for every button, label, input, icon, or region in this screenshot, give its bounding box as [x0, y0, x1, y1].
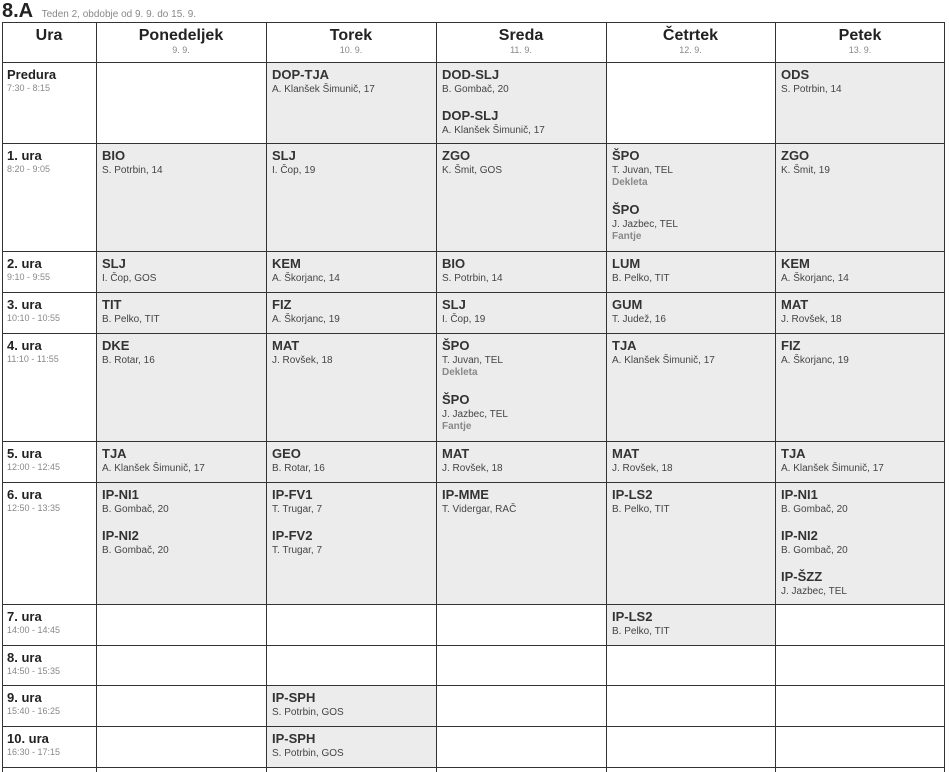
lesson-group: Fantje	[442, 421, 472, 432]
period-label	[2, 333, 96, 441]
lesson-subject: KEM	[781, 256, 810, 271]
lesson-teacher: A. Klanšek Šimunič, 17	[272, 84, 375, 95]
lesson-cell[interactable]	[266, 62, 436, 143]
lesson-subject: IP-SPH	[272, 731, 316, 746]
lesson-subject: ODS	[781, 67, 810, 82]
lesson-subject: SLJ	[272, 148, 296, 163]
lesson-cell[interactable]	[436, 62, 606, 103]
lesson-subject: IP-FV2	[272, 528, 313, 543]
week-subtitle: Teden 2, obdobje od 9. 9. do 15. 9.	[41, 9, 197, 20]
period-time: 8:20 - 9:05	[7, 164, 51, 174]
lesson-cell[interactable]	[775, 333, 945, 441]
lesson-cell[interactable]	[606, 251, 775, 292]
timetable-header	[2, 0, 196, 22]
lesson-cell[interactable]	[266, 292, 436, 333]
lesson-subject: ZGO	[442, 148, 471, 163]
period-label	[2, 62, 96, 143]
grid-vline-3	[436, 22, 437, 772]
day-date: 13. 9.	[848, 45, 872, 55]
lesson-cell[interactable]	[606, 441, 775, 482]
lesson-teacher: I. Čop, GOS	[102, 273, 157, 284]
lesson-teacher: A. Klanšek Šimunič, 17	[612, 355, 715, 366]
lesson-subject: IP-NI2	[102, 528, 139, 543]
lesson-cell[interactable]	[775, 564, 945, 604]
lesson-cell[interactable]	[266, 143, 436, 251]
period-label	[2, 292, 96, 333]
lesson-teacher: S. Potrbin, 14	[102, 165, 163, 176]
day-name: Četrtek	[662, 27, 719, 44]
lesson-subject: TJA	[781, 446, 806, 461]
lesson-teacher: K. Šmit, 19	[781, 165, 830, 176]
day-name: Torek	[329, 27, 373, 44]
lesson-teacher: A. Klanšek Šimunič, 17	[781, 463, 884, 474]
lesson-teacher: B. Gombač, 20	[102, 504, 169, 515]
lesson-teacher: A. Škorjanc, 19	[781, 355, 849, 366]
grid-vline-6	[944, 22, 945, 772]
lesson-cell[interactable]	[775, 62, 945, 143]
period-name: 5. ura	[7, 446, 42, 461]
period-time: 12:00 - 12:45	[7, 462, 61, 472]
lesson-teacher: B. Rotar, 16	[102, 355, 155, 366]
day-date: 9. 9.	[172, 45, 190, 55]
grid-vline-0	[2, 22, 3, 772]
ura-column-header	[2, 22, 96, 62]
lesson-cell[interactable]	[606, 292, 775, 333]
day-name: Petek	[838, 27, 882, 44]
lesson-cell[interactable]	[775, 251, 945, 292]
lesson-cell[interactable]	[266, 441, 436, 482]
lesson-subject: IP-ŠZZ	[781, 569, 823, 584]
lesson-teacher: A. Škorjanc, 14	[781, 273, 849, 284]
lesson-teacher: A. Škorjanc, 19	[272, 314, 340, 325]
lesson-cell[interactable]	[606, 197, 775, 251]
lesson-cell[interactable]	[266, 482, 436, 523]
lesson-teacher: B. Gombač, 20	[781, 545, 848, 556]
lesson-cell[interactable]	[436, 333, 606, 387]
lesson-teacher: T. Vidergar, RAČ	[442, 504, 517, 515]
lesson-cell[interactable]	[266, 333, 436, 441]
day-header-2	[266, 22, 436, 62]
period-label	[2, 251, 96, 292]
lesson-subject: BIO	[442, 256, 466, 271]
day-date: 11. 9.	[510, 45, 532, 55]
period-time: 9:10 - 9:55	[7, 272, 51, 282]
lesson-cell[interactable]	[436, 441, 606, 482]
lesson-subject: ŠPO	[612, 202, 640, 217]
period-name: Predura	[7, 67, 57, 82]
lesson-cell[interactable]	[775, 482, 945, 523]
period-label	[2, 645, 96, 685]
lesson-subject: DOD-SLJ	[442, 67, 500, 82]
lesson-cell[interactable]	[436, 292, 606, 333]
lesson-subject: LUM	[612, 256, 641, 271]
lesson-teacher: T. Judež, 16	[612, 314, 666, 325]
day-date: 12. 9.	[679, 45, 702, 55]
grid-vline-4	[606, 22, 607, 772]
lesson-cell[interactable]	[436, 251, 606, 292]
period-time: 14:50 - 15:35	[7, 666, 61, 676]
day-header-4	[606, 22, 775, 62]
grid-hline-10	[2, 726, 945, 727]
lesson-teacher: J. Jazbec, TEL	[781, 586, 847, 597]
lesson-cell[interactable]	[606, 143, 775, 197]
day-header-5	[775, 22, 945, 62]
lesson-teacher: J. Rovšek, 18	[612, 463, 673, 474]
grid-hline-4	[2, 333, 945, 334]
period-name: 6. ura	[7, 487, 42, 502]
period-label	[2, 726, 96, 767]
day-name: Sreda	[498, 27, 544, 44]
lesson-teacher: S. Potrbin, 14	[442, 273, 503, 284]
lesson-subject: IP-NI1	[781, 487, 818, 502]
lesson-teacher: J. Rovšek, 18	[272, 355, 333, 366]
lesson-subject: TJA	[102, 446, 127, 461]
grid-hline-1	[2, 143, 945, 144]
period-time: 16:30 - 17:15	[7, 747, 61, 757]
lesson-teacher: T. Trugar, 7	[272, 504, 323, 515]
lesson-teacher: B. Pelko, TIT	[612, 273, 670, 284]
period-name: 8. ura	[7, 650, 42, 665]
lesson-teacher: B. Pelko, TIT	[612, 626, 670, 637]
lesson-subject: IP-LS2	[612, 609, 653, 624]
period-label	[2, 604, 96, 645]
lesson-subject: GUM	[612, 297, 643, 312]
lesson-subject: FIZ	[272, 297, 292, 312]
lesson-teacher: B. Rotar, 16	[272, 463, 325, 474]
day-name: Ponedeljek	[138, 27, 224, 44]
lesson-subject: MAT	[612, 446, 640, 461]
lesson-subject: IP-NI1	[102, 487, 139, 502]
lesson-teacher: B. Pelko, TIT	[102, 314, 160, 325]
lesson-cell[interactable]	[775, 441, 945, 482]
lesson-cell[interactable]	[96, 441, 266, 482]
grid-hline-9	[2, 685, 945, 686]
lesson-teacher: B. Gombač, 20	[102, 545, 169, 556]
grid-vline-2	[266, 22, 267, 772]
grid-hline-top	[2, 22, 945, 23]
lesson-subject: FIZ	[781, 338, 801, 353]
period-name: 2. ura	[7, 256, 42, 271]
period-name: 3. ura	[7, 297, 42, 312]
period-label	[2, 482, 96, 604]
period-time: 7:30 - 8:15	[7, 83, 51, 93]
lesson-teacher: J. Jazbec, TEL	[442, 409, 508, 420]
lesson-teacher: B. Gombač, 20	[442, 84, 509, 95]
period-label	[2, 685, 96, 726]
period-name: 7. ura	[7, 609, 42, 624]
lesson-group: Dekleta	[442, 367, 478, 378]
lesson-cell[interactable]	[96, 333, 266, 441]
grid-hline-8	[2, 645, 945, 646]
lesson-cell[interactable]	[96, 251, 266, 292]
lesson-teacher: J. Rovšek, 18	[442, 463, 503, 474]
lesson-subject: ZGO	[781, 148, 810, 163]
lesson-cell[interactable]	[266, 726, 436, 767]
lesson-teacher: A. Klanšek Šimunič, 17	[102, 463, 205, 474]
lesson-subject: IP-FV1	[272, 487, 313, 502]
day-header-1	[96, 22, 266, 62]
lesson-group: Dekleta	[612, 177, 648, 188]
lesson-cell[interactable]	[775, 523, 945, 564]
period-time: 14:00 - 14:45	[7, 625, 61, 635]
lesson-cell[interactable]	[266, 251, 436, 292]
lesson-teacher: J. Rovšek, 18	[781, 314, 842, 325]
lesson-subject: DKE	[102, 338, 130, 353]
grid-hline-0	[2, 62, 945, 63]
lesson-teacher: A. Klanšek Šimunič, 17	[442, 125, 545, 136]
lesson-cell[interactable]	[436, 103, 606, 143]
lesson-cell[interactable]	[96, 292, 266, 333]
lesson-subject: DOP-SLJ	[442, 108, 499, 123]
lesson-cell[interactable]	[775, 292, 945, 333]
lesson-teacher: T. Juvan, TEL	[442, 355, 503, 366]
period-label	[2, 143, 96, 251]
lesson-cell[interactable]	[606, 482, 775, 604]
lesson-subject: MAT	[272, 338, 300, 353]
lesson-teacher: S. Potrbin, GOS	[272, 748, 344, 759]
lesson-cell[interactable]	[436, 482, 606, 604]
period-name: 9. ura	[7, 690, 42, 705]
lesson-teacher: B. Pelko, TIT	[612, 504, 670, 515]
lesson-teacher: S. Potrbin, GOS	[272, 707, 344, 718]
lesson-teacher: T. Juvan, TEL	[612, 165, 673, 176]
lesson-subject: IP-SPH	[272, 690, 316, 705]
grid-hline-7	[2, 604, 945, 605]
lesson-teacher: S. Potrbin, 14	[781, 84, 842, 95]
lesson-teacher: I. Čop, 19	[442, 314, 486, 325]
period-label	[2, 441, 96, 482]
lesson-cell[interactable]	[96, 143, 266, 251]
grid-hline-3	[2, 292, 945, 293]
grid-hline-5	[2, 441, 945, 442]
class-name: 8.A	[2, 0, 34, 22]
lesson-cell[interactable]	[436, 387, 606, 441]
lesson-subject: SLJ	[442, 297, 466, 312]
ura-header-label: Ura	[35, 27, 63, 44]
lesson-subject: BIO	[102, 148, 126, 163]
lesson-teacher: J. Jazbec, TEL	[612, 219, 678, 230]
lesson-subject: KEM	[272, 256, 301, 271]
grid-vline-5	[775, 22, 776, 772]
lesson-group: Fantje	[612, 231, 642, 242]
lesson-subject: MAT	[781, 297, 809, 312]
grid-hline-11	[2, 767, 945, 768]
lesson-subject: SLJ	[102, 256, 126, 271]
lesson-teacher: K. Šmit, GOS	[442, 165, 503, 176]
lesson-subject: TJA	[612, 338, 637, 353]
lesson-cell[interactable]	[606, 333, 775, 441]
lesson-cell[interactable]	[436, 143, 606, 251]
period-time: 11:10 - 11:55	[7, 354, 59, 364]
lesson-subject: GEO	[272, 446, 301, 461]
lesson-teacher: A. Škorjanc, 14	[272, 273, 340, 284]
day-date: 10. 9.	[339, 45, 363, 55]
lesson-cell[interactable]	[606, 604, 775, 645]
lesson-subject: IP-MME	[442, 487, 489, 502]
lesson-subject: ŠPO	[442, 338, 470, 353]
lesson-subject: ŠPO	[442, 392, 470, 407]
lesson-subject: ŠPO	[612, 148, 640, 163]
lesson-cell[interactable]	[266, 685, 436, 726]
day-header-3	[436, 22, 606, 62]
lesson-cell[interactable]	[775, 143, 945, 251]
lesson-subject: IP-NI2	[781, 528, 818, 543]
lesson-subject: TIT	[102, 297, 122, 312]
lesson-subject: DOP-TJA	[272, 67, 330, 82]
period-time: 10:10 - 10:55	[7, 313, 61, 323]
grid-hline-2	[2, 251, 945, 252]
lesson-teacher: I. Čop, 19	[272, 165, 316, 176]
lesson-subject: MAT	[442, 446, 470, 461]
period-name: 4. ura	[7, 338, 42, 353]
period-name: 1. ura	[7, 148, 42, 163]
grid-hline-6	[2, 482, 945, 483]
period-time: 15:40 - 16:25	[7, 706, 61, 716]
lesson-teacher: B. Gombač, 20	[781, 504, 848, 515]
lesson-cell[interactable]	[96, 523, 266, 604]
period-time: 12:50 - 13:35	[7, 503, 61, 513]
grid-vline-1	[96, 22, 97, 772]
period-name: 10. ura	[7, 731, 49, 746]
lesson-cell[interactable]	[96, 482, 266, 523]
lesson-subject: IP-LS2	[612, 487, 653, 502]
lesson-teacher: T. Trugar, 7	[272, 545, 323, 556]
lesson-cell[interactable]	[266, 523, 436, 604]
